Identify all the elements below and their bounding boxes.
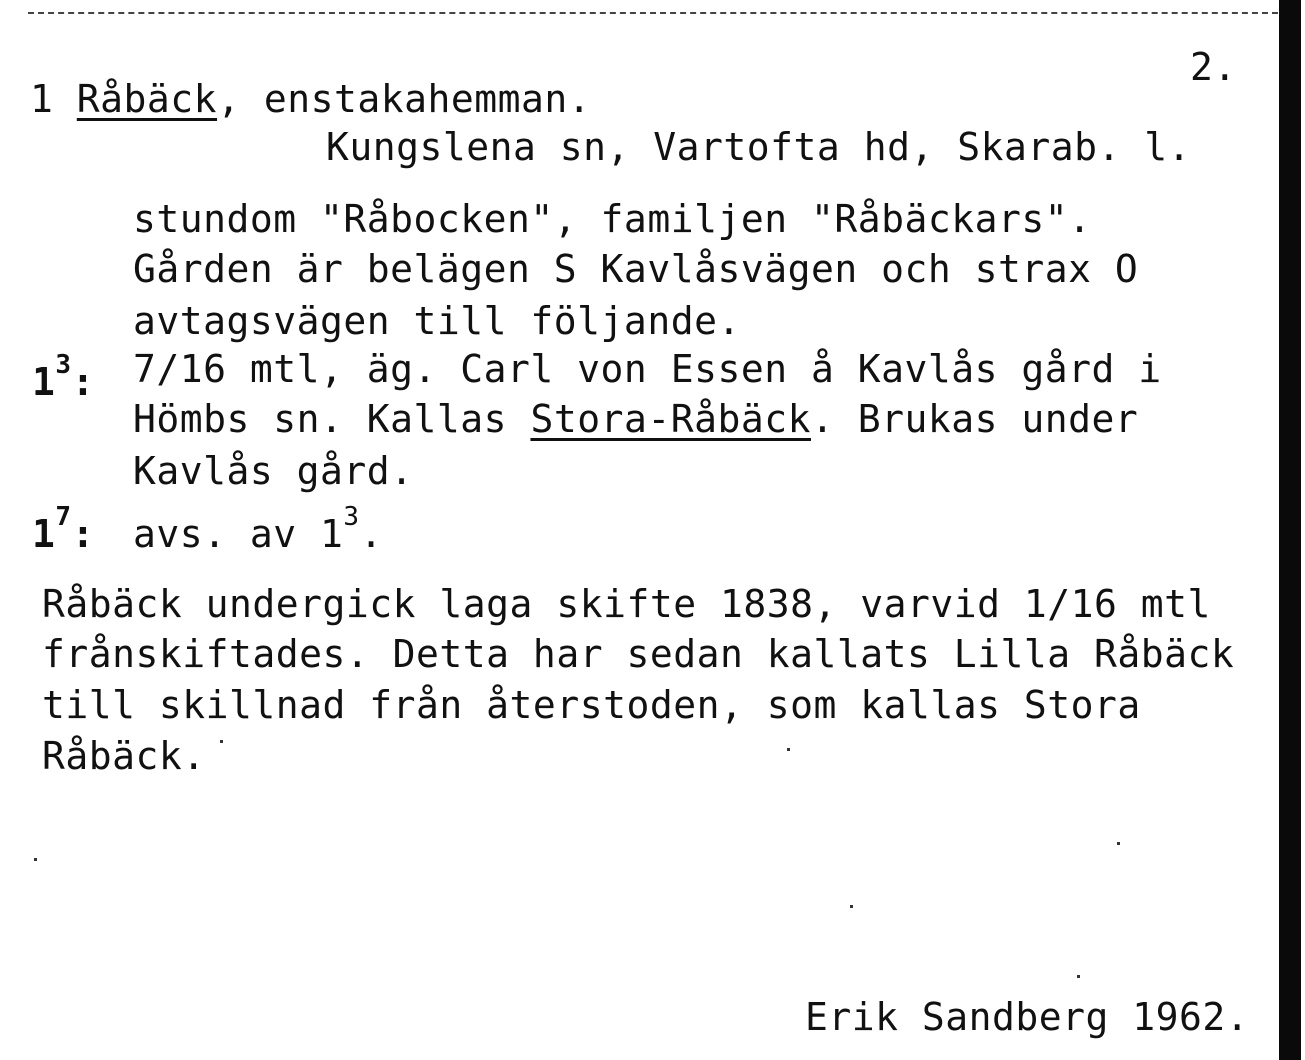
history-line: Råbäck undergick laga skifte 1838, varvid 1/16 mtl xyxy=(42,582,1211,626)
entry-text: Kavlås gård. xyxy=(133,449,414,493)
speck xyxy=(787,748,790,751)
entry-text: 7/16 mtl, äg. Carl von Essen å Kavlås gård i xyxy=(133,347,1162,391)
card-right-edge xyxy=(1279,0,1301,1060)
marker-colon: : xyxy=(71,360,95,404)
place-type: , enstakahemman. xyxy=(217,77,592,121)
history-line: till skillnad från återstoden, som kallas Stora xyxy=(42,683,1141,727)
speck xyxy=(1077,975,1080,978)
signature: Erik Sandberg 1962. xyxy=(805,995,1250,1039)
speck xyxy=(1117,842,1120,845)
entry-text-part: . Brukas under xyxy=(810,397,1139,441)
entry-index: 1 xyxy=(30,77,54,121)
entry-text xyxy=(133,502,383,556)
entry-text-part: avs. av 1 xyxy=(133,512,344,556)
header-line xyxy=(30,77,592,121)
speck xyxy=(220,740,223,743)
location-line: Kungslena sn, Vartofta hd, Skarab. l. xyxy=(326,125,1191,169)
marker-superscript: 3 xyxy=(55,350,72,380)
marker-base: 1 xyxy=(32,512,56,556)
note-line: stundom "Råbocken", familjen "Råbäckars". xyxy=(133,197,1092,241)
entry-marker-1-7 xyxy=(32,502,95,556)
underlined-place-name: Stora-Råbäck xyxy=(530,397,811,441)
speck xyxy=(34,858,37,861)
entry-text-part: Hömbs sn. Kallas xyxy=(133,397,531,441)
marker-superscript: 7 xyxy=(55,502,72,532)
entry-superscript: 3 xyxy=(343,502,360,532)
place-name: Råbäck xyxy=(76,77,218,121)
card-top-border xyxy=(28,12,1278,14)
entry-text-part: . xyxy=(359,512,383,556)
history-line: frånskiftades. Detta har sedan kallats Lilla Råbäck xyxy=(42,632,1235,676)
note-line: Gården är belägen S Kavlåsvägen och strax O xyxy=(133,247,1139,291)
marker-colon: : xyxy=(71,512,95,556)
speck xyxy=(850,905,853,908)
entry-marker-1-3 xyxy=(32,350,95,404)
note-line: avtagsvägen till följande. xyxy=(133,299,741,343)
marker-base: 1 xyxy=(32,360,56,404)
history-line: Råbäck. xyxy=(42,734,206,778)
entry-text xyxy=(133,397,1139,441)
page-number: 2. xyxy=(1190,45,1237,89)
